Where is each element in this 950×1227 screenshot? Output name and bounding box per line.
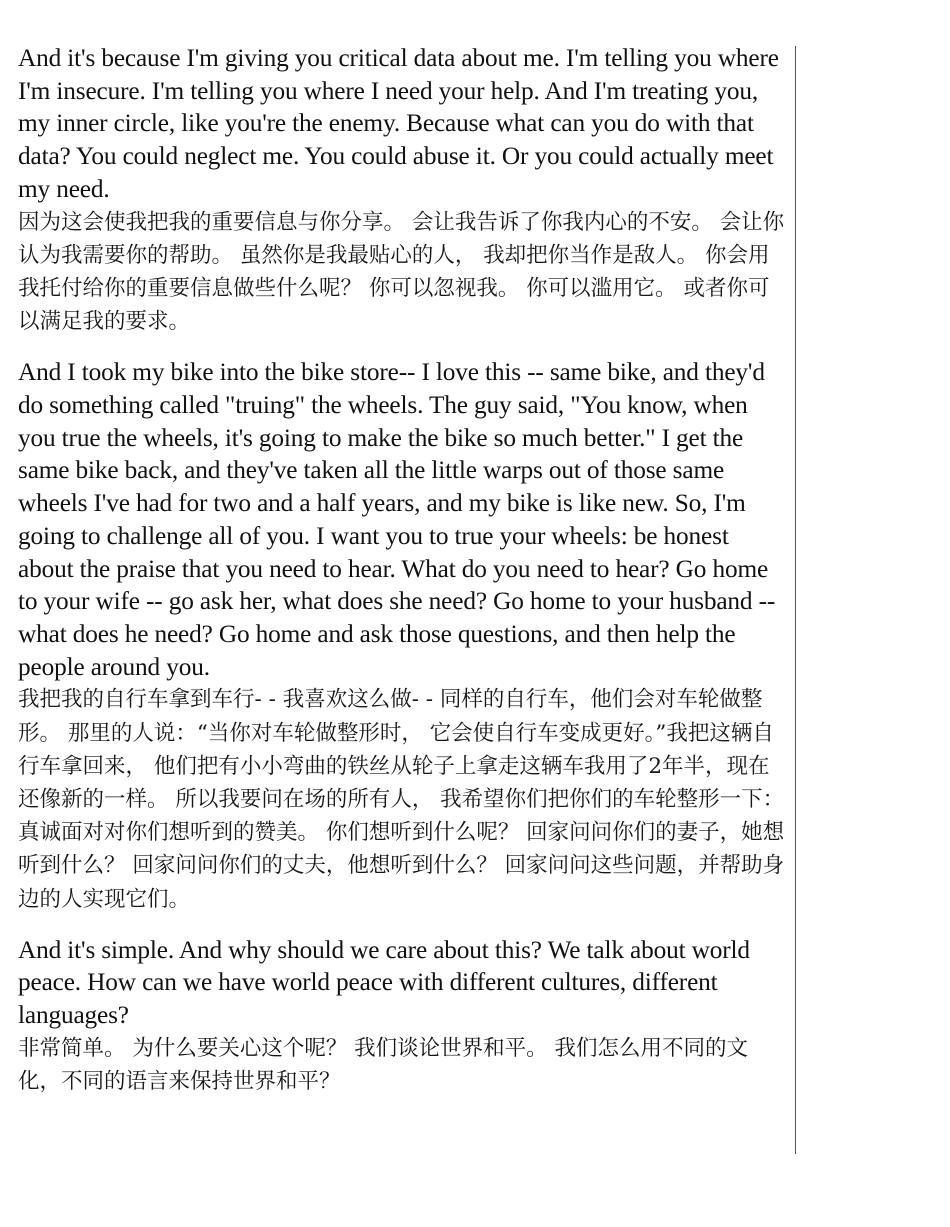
- right-margin-rule: [795, 46, 796, 1154]
- english-text: And it's simple. And why should we care about this? We talk about world peace. How can we have world peace with different cultures, different languages?: [18, 935, 750, 1030]
- transcript-paragraph: [18, 42, 790, 338]
- chinese-text: 非常简单。 为什么要关心这个呢？ 我们谈论世界和平。 我们怎么用不同的文化，不同的语言来保持世界和平？: [18, 1035, 749, 1095]
- chinese-text: 因为这会使我把我的重要信息与你分享。 会让我告诉了你我内心的不安。 会让你认为我需要你的帮助。 虽然你是我最贴心的人， 我却把你当作是敌人。 你会用我托付给你的重要信息做些什么呢？ 你可以忽视我。 你可以滥用它。 或者你可以满足我的要求。: [18, 209, 785, 335]
- chinese-text: 我把我的自行车拿到车行- - 我喜欢这么做- - 同样的自行车，他们会对车轮做整形。 那里的人说：“当你对车轮做整形时， 它会使自行车变成更好。”我把这辆自行车拿回来， 他们把有小小弯曲的铁丝从轮子上拿走这辆车我用了2年半，现在还像新的一样。 所以我要问在场的所有人， 我希望你们把你们的车轮整形一下： 真诚面对对你们想听到的赞美。 你们想听到什么呢？ 回家问问你们的妻子，她想听到什么？ 回家问问你们的丈夫，他想听到什么？ 回家问问这些问题，并帮助身边的人实现它们。: [18, 687, 785, 912]
- english-text: And I took my bike into the bike store-- I love this -- same bike, and they'd do something called "truing" the wheels. The guy said, "You know, when you true the wheels, it's going to make the bike so much better." I get the same bike back, and they've taken all the little warps out of those same wheels I've had for two and a half years, and my bike is like new. So, I'm going to challenge all of you. I want you to true your wheels: be honest about the praise that you need to hear. What do you need to hear? Go home to your wife -- go ask her, what does she need? Go home to your husband -- what does he need? Go home and ask those questions, and then help the people around you.: [18, 358, 776, 681]
- transcript-paragraph: [18, 356, 790, 915]
- transcript-paragraph: [18, 934, 790, 1099]
- english-text: And it's because I'm giving you critical data about me. I'm telling you where I'm insecure. I'm telling you where I need your help. And I'm treating you, my inner circle, like you're the enemy. Because what can you do with that data? You could neglect me. You could abuse it. Or you could actually meet my need.: [18, 44, 779, 203]
- transcript-body: [18, 42, 790, 1098]
